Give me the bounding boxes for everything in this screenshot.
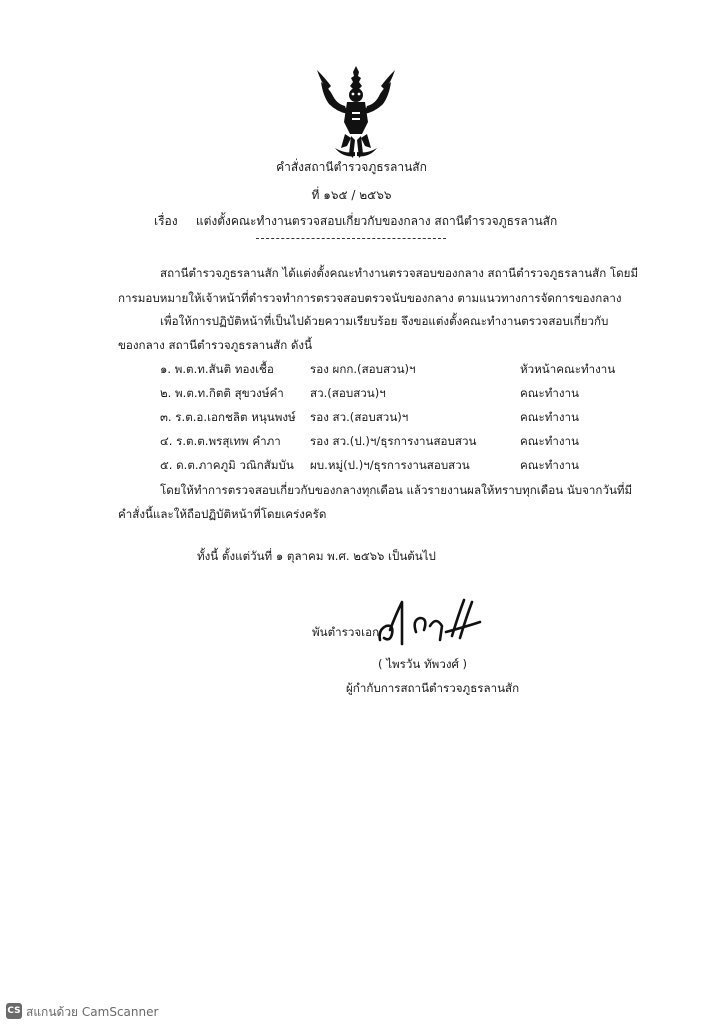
paragraph-1-line-2: การมอบหมายให้เจ้าหน้าที่ตำรวจทำการตรวจสอบตรวจนับของกลาง ตามแนวทางการจัดการของกลาง [118,291,622,305]
paragraph-3-line-2: คำสั่งนี้และให้ถือปฏิบัติหน้าที่โดยเคร่งครัด [118,507,327,521]
paragraph-2-line-2: ของกลาง สถานีตำรวจภูธรลานสัก ดังนี้ [118,338,313,352]
signatory-rank: พันตำรวจเอก [312,625,380,639]
signatory-name: ( ไพรวัน ทัพวงศ์ ) [378,657,468,671]
member-name: ๔. ร.ต.ต.พรสุเทพ คำภา [160,434,281,448]
member-row [160,361,620,379]
member-role: คณะทำงาน [520,386,579,400]
order-number: ที่ ๑๖๕ / ๒๕๖๖ [311,188,392,202]
subject-line [154,212,557,231]
paragraph-1-line-1: สถานีตำรวจภูธรลานสัก ได้แต่งตั้งคณะทำงานตรวจสอบของกลาง สถานีตำรวจภูธรลานสัก โดยมี [160,266,639,280]
paragraph-2-line-1: เพื่อให้การปฏิบัติหน้าที่เป็นไปด้วยความเรียบร้อย จึงขอแต่งตั้งคณะทำงานตรวจสอบเกี่ยวกับ [160,314,609,328]
signature-scribble-icon [372,596,492,656]
member-name: ๓. ร.ต.อ.เอกชลิต หนุนพงษ์ [160,410,296,424]
effective-date-line: ทั้งนี้ ตั้งแต่วันที่ ๑ ตุลาคม พ.ศ. ๒๕๖๖ เป็นต้นไป [197,549,436,563]
member-position: รอง ผกก.(สอบสวน)ฯ [310,362,416,376]
paragraph-3-line-1: โดยให้ทำการตรวจสอบเกี่ยวกับของกลางทุกเดือน แล้วรายงานผลให้ทราบทุกเดือน นับจากวันที่มี [160,483,633,497]
member-name: ๕. ด.ต.ภาคภูมิ วณิกสัมบัน [160,458,294,472]
subject-text: แต่งตั้งคณะทำงานตรวจสอบเกี่ยวกับของกลาง สถานีตำรวจภูธรลานสัก [195,214,558,228]
member-row [160,457,620,475]
member-position: รอง สว.(สอบสวน)ฯ [310,410,409,424]
member-position: สว.(สอบสวน)ฯ [310,386,386,400]
member-role: คณะทำงาน [520,458,579,472]
separator-line [256,238,446,239]
member-role: คณะทำงาน [520,410,579,424]
member-role: คณะทำงาน [520,434,579,448]
member-row [160,409,620,427]
member-position: รอง สว.(ป.)ฯ/ธุรการงานสอบสวน [310,434,477,448]
member-position: ผบ.หมู่(ป.)ฯ/ธุรการงานสอบสวน [310,458,470,472]
member-row [160,385,620,403]
member-row [160,433,620,451]
member-role: หัวหน้าคณะทำงาน [520,362,616,376]
member-name: ๑. พ.ต.ท.สันติ ทองเชื้อ [160,362,274,376]
subject-label: เรื่อง [154,214,178,228]
member-name: ๒. พ.ต.ท.กิตติ สุขวงษ์คำ [160,386,284,400]
camscanner-logo-icon: CS [6,1003,22,1019]
garuda-emblem-icon [315,62,397,162]
signatory-title: ผู้กำกับการสถานีตำรวจภูธรลานสัก [346,681,520,695]
order-title: คำสั่งสถานีตำรวจภูธรลานสัก [276,160,427,174]
camscanner-watermark-text: สแกนด้วย CamScanner [26,1005,159,1019]
